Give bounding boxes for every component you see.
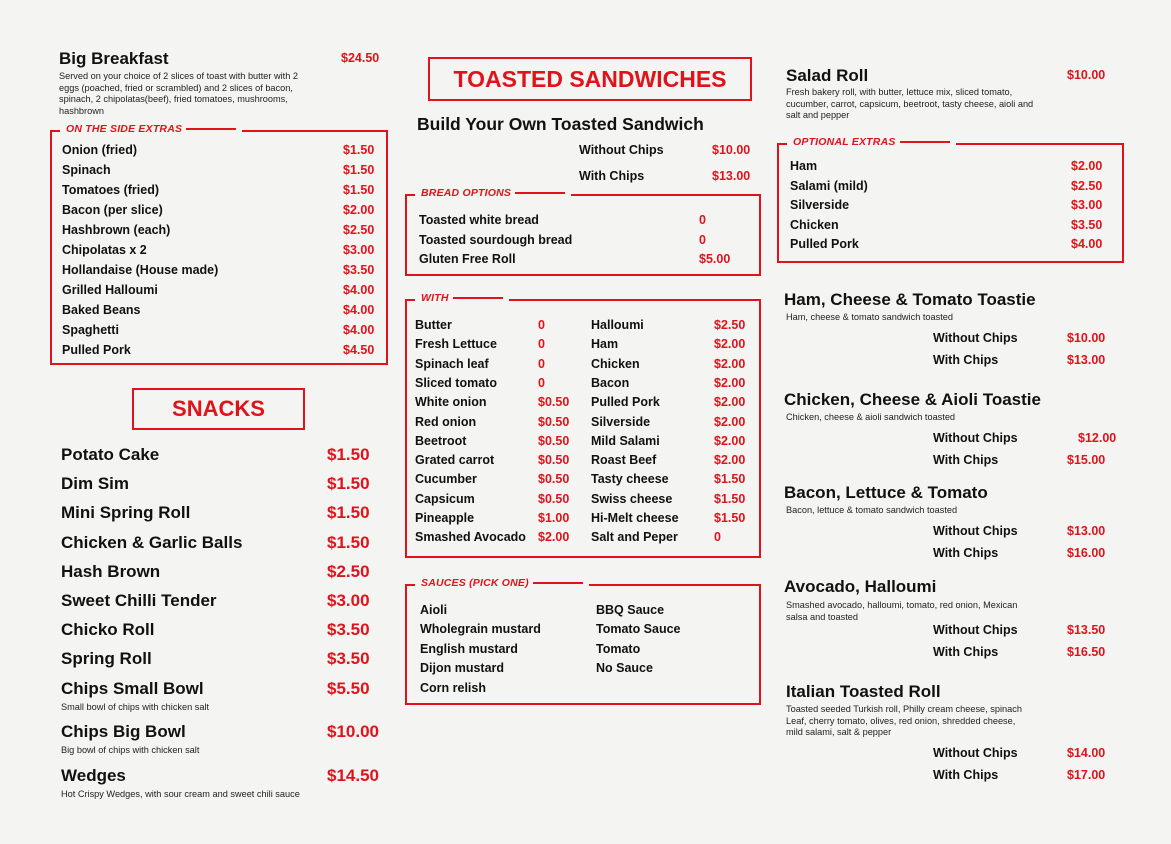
sauces-label: SAUCES (PICK ONE)	[415, 577, 589, 589]
snack-name: Sweet Chilli Tender	[61, 591, 217, 610]
snack-price: $10.00	[327, 722, 379, 742]
snack-name: Wedges	[61, 765, 126, 785]
bread-option-name: Gluten Free Roll	[419, 252, 516, 266]
bread-option-name: Toasted white bread	[419, 213, 539, 227]
with-item-name: Swiss cheese	[591, 491, 673, 506]
optional-extra-price: $4.00	[1071, 237, 1103, 251]
with-item-price: $1.50	[714, 472, 746, 487]
optional-extra-name: Salami (mild)	[790, 178, 868, 193]
toastie-with-label: With Chips	[933, 353, 999, 367]
bread-option-price: $5.00	[699, 252, 731, 266]
side-extra-price: $2.50	[343, 223, 375, 237]
snack-name: Mini Spring Roll	[61, 503, 191, 523]
with-item-price: $2.00	[714, 337, 746, 352]
side-extra-name: Tomatoes (fried)	[62, 183, 159, 197]
toastie-desc: Bacon, lettuce & tomato sandwich toasted	[786, 505, 958, 515]
with-item-name: Beetroot	[415, 433, 467, 448]
side-extra-price: $4.00	[343, 323, 375, 337]
side-extra-name: Onion (fried)	[62, 143, 137, 157]
toastie-with-label: With Chips	[933, 453, 999, 467]
with-item-name: Roast Beef	[591, 453, 657, 468]
toastie-with-price: $16.50	[1067, 645, 1106, 659]
toastie-without-label: Without Chips	[933, 331, 1018, 345]
snack-price: $1.50	[327, 445, 370, 464]
with-item-price: $0.50	[538, 395, 570, 410]
toastie-without-label: Without Chips	[933, 623, 1018, 637]
big-breakfast-desc: Served on your choice of 2 slices of toast with butter with 2 eggs (poached, fried or scrambled) and 2 slices of bacon, spinach, 2 chipolatas(beef), fried tomatoes, mushrooms, hashbrown	[59, 71, 298, 116]
toastie-title: Chicken, Cheese & Aioli Toastie	[784, 390, 1041, 409]
sauce-name: Aioli	[420, 603, 448, 617]
with-item-price: $0.50	[538, 491, 570, 506]
snack-price: $5.50	[327, 678, 370, 698]
toastie-title: Italian Toasted Roll	[786, 682, 941, 701]
snack-name: Chicken & Garlic Balls	[61, 532, 243, 552]
sauce-name: English mustard	[420, 641, 518, 656]
optional-extra-name: Chicken	[790, 217, 839, 232]
toastie-with-label: With Chips	[933, 546, 999, 560]
snack-name: Potato Cake	[61, 445, 160, 464]
side-extra-price: $3.00	[343, 243, 375, 257]
side-extra-name: Hollandaise (House made)	[62, 263, 219, 277]
bread-options-label: BREAD OPTIONS	[415, 187, 571, 199]
snack-name: Spring Roll	[61, 649, 152, 669]
optional-extra-price: $2.50	[1071, 178, 1103, 193]
salad-roll-title: Salad Roll	[786, 66, 869, 85]
snack-desc: Big bowl of chips with chicken salt	[61, 745, 200, 756]
salad-roll-price: $10.00	[1067, 68, 1106, 82]
toastie-title: Ham, Cheese & Tomato Toastie	[784, 290, 1036, 309]
with-item-price: 0	[714, 530, 721, 545]
snack-price: $2.50	[327, 561, 370, 581]
bread-option-price: 0	[699, 213, 706, 227]
toastie-with-price: $17.00	[1067, 768, 1106, 782]
big-breakfast-price: $24.50	[341, 51, 380, 65]
toastie-without-price: $14.00	[1067, 746, 1106, 760]
with-item-price: $1.00	[538, 511, 570, 525]
side-extra-price: $1.50	[343, 143, 375, 157]
snack-name: Chips Small Bowl	[61, 678, 204, 698]
with-item-name: Smashed Avocado	[415, 530, 526, 545]
toastie-without-label: Without Chips	[933, 431, 1018, 445]
build-your-own-title: Build Your Own Toasted Sandwich	[417, 114, 704, 134]
snack-price: $3.00	[327, 591, 370, 610]
sauce-name: Tomato Sauce	[596, 622, 681, 637]
optional-extra-name: Ham	[790, 159, 818, 173]
with-item-name: Tasty cheese	[591, 472, 669, 487]
with-item-name: Chicken	[591, 356, 640, 371]
with-item-price: 0	[538, 375, 545, 390]
with-item-name: Silverside	[591, 414, 651, 429]
with-item-price: $2.00	[714, 356, 746, 371]
toastie-without-price: $13.50	[1067, 623, 1106, 637]
snack-desc: Small bowl of chips with chicken salt	[61, 701, 210, 712]
with-label: WITH	[415, 292, 509, 304]
build-without-label: Without Chips	[579, 143, 664, 157]
toastie-without-label: Without Chips	[933, 524, 1018, 538]
big-breakfast-title: Big Breakfast	[59, 49, 169, 68]
toastie-with-label: With Chips	[933, 768, 999, 782]
with-item-price: $0.50	[538, 472, 570, 487]
snacks-title: SNACKS	[132, 388, 305, 430]
optional-extra-price: $2.00	[1071, 159, 1103, 173]
with-item-price: $2.50	[714, 318, 746, 332]
side-extra-name: Spaghetti	[62, 323, 119, 337]
optional-extra-price: $3.50	[1071, 217, 1103, 232]
salad-roll-desc: Fresh bakery roll, with butter, lettuce mix, sliced tomato, cucumber, carrot, capsicum, beetroot, tasty cheese, aioli and salt and pepper	[786, 87, 1034, 120]
side-extra-price: $3.50	[343, 263, 375, 277]
side-extras-label: ON THE SIDE EXTRAS	[60, 123, 242, 135]
build-with-price: $13.00	[712, 169, 751, 183]
snack-name: Hash Brown	[61, 561, 161, 581]
side-extra-name: Baked Beans	[62, 303, 141, 317]
side-extra-price: $2.00	[343, 203, 375, 217]
with-item-name: White onion	[415, 395, 487, 410]
with-item-name: Grated carrot	[415, 453, 495, 468]
snack-name: Chips Big Bowl	[61, 722, 186, 742]
with-item-price: $2.00	[714, 453, 746, 468]
with-item-name: Red onion	[415, 414, 477, 429]
snack-desc: Hot Crispy Wedges, with sour cream and sweet chili sauce	[61, 788, 300, 799]
sauce-name: BBQ Sauce	[596, 603, 665, 617]
with-item-name: Pineapple	[415, 511, 475, 525]
with-item-price: $1.50	[714, 491, 746, 506]
side-extra-name: Pulled Pork	[62, 343, 131, 357]
with-item-price: $0.50	[538, 433, 570, 448]
with-item-name: Halloumi	[591, 318, 644, 332]
sauce-name: Corn relish	[420, 680, 486, 695]
toastie-title: Bacon, Lettuce & Tomato	[784, 483, 988, 502]
snack-price: $3.50	[327, 649, 370, 669]
snack-name: Dim Sim	[61, 474, 130, 494]
with-item-name: Spinach leaf	[415, 356, 489, 371]
with-item-price: 0	[538, 318, 545, 332]
toastie-desc: Toasted seeded Turkish roll, Philly cream cheese, spinach Leaf, cherry tomato, olives, red onion, shredded cheese, mild salami, salt & pepper	[786, 704, 1022, 737]
sauce-name: Dijon mustard	[420, 661, 505, 676]
side-extra-name: Grilled Halloumi	[62, 283, 158, 297]
side-extra-name: Spinach	[62, 163, 111, 177]
with-item-name: Ham	[591, 337, 619, 352]
toastie-with-label: With Chips	[933, 645, 999, 659]
sauce-name: No Sauce	[596, 661, 653, 676]
snack-price: $1.50	[327, 532, 370, 552]
toastie-title: Avocado, Halloumi	[784, 577, 937, 596]
snack-price: $14.50	[327, 765, 379, 785]
side-extra-price: $1.50	[343, 183, 375, 197]
with-item-name: Butter	[415, 318, 452, 332]
with-item-name: Hi-Melt cheese	[591, 511, 679, 525]
snack-price: $3.50	[327, 620, 370, 640]
toastie-with-price: $15.00	[1067, 453, 1106, 467]
toastie-desc: Smashed avocado, halloumi, tomato, red onion, Mexican salsa and toasted	[786, 600, 1018, 622]
bread-option-price: 0	[699, 232, 706, 247]
with-item-price: 0	[538, 337, 545, 352]
toasted-sandwiches-title: TOASTED SANDWICHES	[428, 57, 752, 101]
side-extra-name: Hashbrown (each)	[62, 223, 171, 237]
side-extra-price: $1.50	[343, 163, 375, 177]
build-without-price: $10.00	[712, 143, 751, 157]
bread-option-name: Toasted sourdough bread	[419, 232, 573, 247]
side-extra-price: $4.00	[343, 303, 375, 317]
snack-price: $1.50	[327, 503, 370, 523]
toastie-with-price: $13.00	[1067, 353, 1106, 367]
optional-extra-price: $3.00	[1071, 198, 1103, 212]
toastie-without-label: Without Chips	[933, 746, 1018, 760]
optional-extras-label: OPTIONAL EXTRAS	[787, 136, 956, 148]
side-extra-name: Bacon (per slice)	[62, 203, 163, 217]
toastie-with-price: $16.00	[1067, 546, 1106, 560]
snack-price: $1.50	[327, 474, 370, 494]
with-item-name: Pulled Pork	[591, 395, 660, 410]
with-item-name: Cucumber	[415, 472, 477, 487]
optional-extra-name: Silverside	[790, 198, 850, 212]
with-item-price: 0	[538, 356, 545, 371]
with-item-name: Bacon	[591, 375, 630, 390]
side-extra-name: Chipolatas x 2	[62, 243, 147, 257]
toastie-without-price: $13.00	[1067, 524, 1106, 538]
snack-name: Chicko Roll	[61, 620, 155, 640]
toastie-desc: Ham, cheese & tomato sandwich toasted	[786, 312, 953, 322]
side-extra-price: $4.50	[343, 343, 375, 357]
with-item-price: $2.00	[714, 375, 746, 390]
toastie-without-price: $12.00	[1078, 431, 1117, 445]
with-item-name: Salt and Peper	[591, 530, 678, 545]
with-item-price: $2.00	[714, 414, 746, 429]
with-item-price: $0.50	[538, 453, 570, 468]
toastie-without-price: $10.00	[1067, 331, 1106, 345]
with-item-price: $2.00	[538, 530, 570, 545]
toastie-desc: Chicken, cheese & aioli sandwich toasted	[786, 412, 956, 422]
build-with-label: With Chips	[579, 169, 645, 183]
side-extra-price: $4.00	[343, 283, 375, 297]
with-item-name: Fresh Lettuce	[415, 337, 497, 352]
with-item-name: Mild Salami	[591, 433, 660, 448]
with-item-price: $2.00	[714, 395, 746, 410]
with-item-price: $1.50	[714, 511, 746, 525]
optional-extra-name: Pulled Pork	[790, 237, 859, 251]
with-item-name: Sliced tomato	[415, 375, 497, 390]
with-item-price: $0.50	[538, 414, 570, 429]
sauce-name: Wholegrain mustard	[420, 622, 541, 637]
with-item-price: $2.00	[714, 433, 746, 448]
with-item-name: Capsicum	[415, 491, 475, 506]
sauce-name: Tomato	[596, 641, 641, 656]
